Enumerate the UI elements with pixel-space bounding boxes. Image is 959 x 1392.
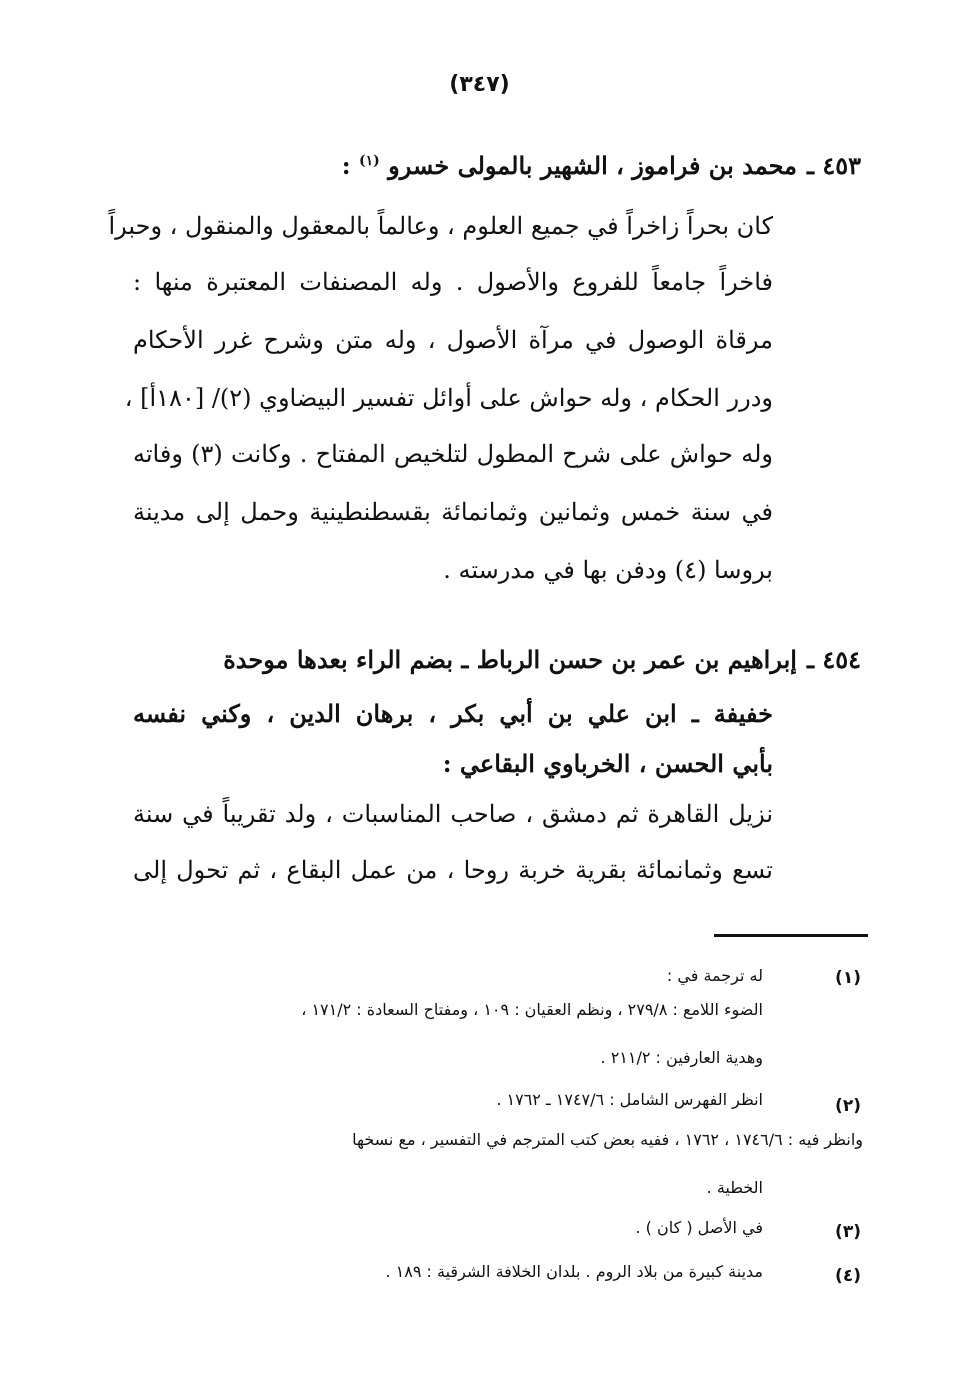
entry-453-number: ٤٥٣ ـ (806, 151, 861, 180)
entry-454-line-2: تسع وثمانمائة بقرية خربة روحا ، من عمل البقاع ، ثم تحول إلى (133, 856, 773, 884)
footnote-1-line-3: وهدية العارفين : ٢١١/٢ . (600, 1048, 763, 1067)
entry-453-title: محمد بن فراموز ، الشهير بالمولى خسرو (388, 151, 797, 180)
page-number: (٣٤٧) (449, 72, 510, 97)
entry-454-title-3: بأبي الحسن ، الخرباوي البقاعي : (442, 749, 773, 778)
entry-453-line-7: بروسا (٤) ودفن بها في مدرسته . (443, 556, 773, 584)
entry-453-heading (341, 151, 861, 180)
entry-453-line-3: مرقاة الوصول في مرآة الأصول ، وله متن وشرح غرر الأحكام (133, 326, 773, 354)
entry-454-heading (223, 645, 861, 674)
entry-453-line-6: في سنة خمس وثمانين وثمانمائة بقسطنطينية وحمل إلى مدينة (133, 498, 773, 526)
footnote-3-mark: (٣) (835, 1222, 861, 1242)
footnote-2-mark: (٢) (835, 1096, 861, 1116)
footnote-1-mark: (١) (835, 968, 861, 988)
entry-453-line-5: وله حواش على شرح المطول لتلخيص المفتاح . وكانت (٣) وفاته (133, 440, 773, 468)
entry-454-title-1: إبراهيم بن عمر بن حسن الرباط ـ بضم الراء بعدها موحدة (223, 645, 797, 674)
entry-453-line-1: كان بحراً زاخراً في جميع العلوم ، وعالماً بالمعقول والمنقول ، وحبراً (108, 212, 773, 240)
entry-453-colon: : (341, 151, 359, 180)
entry-454-title-2: خفيفة ـ ابن علي بن أبي بكر ، برهان الدين ، وكني نفسه (133, 699, 773, 728)
entry-454-number: ٤٥٤ ـ (806, 645, 861, 674)
footnote-ref-1: (١) (359, 153, 380, 169)
footnote-4-mark: (٤) (835, 1266, 861, 1286)
entry-454-line-1: نزيل القاهرة ثم دمشق ، صاحب المناسبات ، ولد تقريباً في سنة (133, 800, 774, 828)
footnote-3-line-1: في الأصل ( كان ) . (635, 1218, 763, 1237)
entry-453-line-2: فاخراً جامعاً للفروع والأصول . وله المصنفات المعتبرة منها : (133, 268, 773, 296)
entry-453-line-4: ودرر الحكام ، وله حواش على أوائل تفسير البيضاوي (٢)/ [١٨٠أ] ، (124, 384, 773, 412)
footnote-2-line-2: وانظر فيه : ١٧٤٦/٦ ، ١٧٦٢ ، ففيه بعض كتب المترجم في التفسير ، مع نسخها (352, 1130, 863, 1149)
footnote-1-line-1: له ترجمة في : (666, 966, 763, 985)
footnote-2-line-1: انظر الفهرس الشامل : ١٧٤٧/٦ ـ ١٧٦٢ . (496, 1090, 763, 1109)
footnote-separator (714, 934, 868, 937)
footnote-2-line-3: الخطية . (706, 1178, 763, 1197)
footnote-4-line-1: مدينة كبيرة من بلاد الروم . بلدان الخلافة الشرقية : ١٨٩ . (385, 1262, 763, 1281)
footnote-1-line-2: الضوء اللامع : ٢٧٩/٨ ، ونظم العقيان : ١٠٩ ، ومفتاح السعادة : ١٧١/٢ ، (301, 1000, 763, 1019)
